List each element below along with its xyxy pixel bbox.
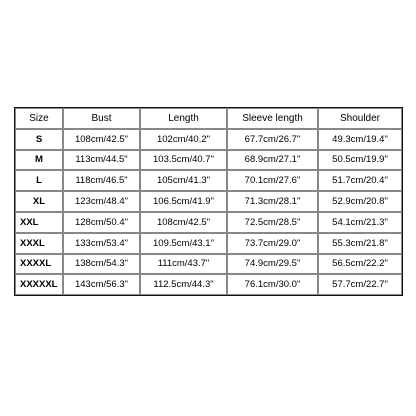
size-cell: L — [15, 170, 63, 191]
bust-cell: 143cm/56.3" — [63, 274, 140, 295]
bust-cell: 133cm/53.4" — [63, 233, 140, 254]
length-cell: 111cm/43.7" — [140, 254, 227, 275]
table-row — [15, 254, 402, 275]
sleeve-length-cell: 68.9cm/27.1" — [227, 150, 318, 171]
sleeve-length-cell: 70.1cm/27.6" — [227, 170, 318, 191]
shoulder-cell: 57.7cm/22.7" — [318, 274, 402, 295]
header-bust: Bust — [63, 108, 140, 129]
header-row — [15, 108, 402, 129]
size-cell: XXXL — [15, 233, 63, 254]
sleeve-length-cell: 74.9cm/29.5" — [227, 254, 318, 275]
sleeve-length-cell: 71.3cm/28.1" — [227, 191, 318, 212]
length-cell: 106.5cm/41.9" — [140, 191, 227, 212]
shoulder-cell: 56.5cm/22.2" — [318, 254, 402, 275]
shoulder-cell: 50.5cm/19.9" — [318, 150, 402, 171]
shoulder-cell: 49.3cm/19.4" — [318, 129, 402, 150]
length-cell: 105cm/41.3" — [140, 170, 227, 191]
shoulder-cell: 54.1cm/21.3" — [318, 212, 402, 233]
sleeve-length-cell: 67.7cm/26.7" — [227, 129, 318, 150]
length-cell: 102cm/40.2" — [140, 129, 227, 150]
shoulder-cell: 51.7cm/20.4" — [318, 170, 402, 191]
header-length: Length — [140, 108, 227, 129]
table-row — [15, 233, 402, 254]
sleeve-length-cell: 76.1cm/30.0" — [227, 274, 318, 295]
table-row — [15, 191, 402, 212]
header-size: Size — [15, 108, 63, 129]
shoulder-cell: 55.3cm/21.8" — [318, 233, 402, 254]
table-row — [15, 274, 402, 295]
header-shoulder: Shoulder — [318, 108, 402, 129]
size-cell: M — [15, 150, 63, 171]
size-cell: XXXXL — [15, 254, 63, 275]
sleeve-length-cell: 73.7cm/29.0" — [227, 233, 318, 254]
bust-cell: 128cm/50.4" — [63, 212, 140, 233]
bust-cell: 108cm/42.5" — [63, 129, 140, 150]
length-cell: 103.5cm/40.7" — [140, 150, 227, 171]
bust-cell: 113cm/44.5" — [63, 150, 140, 171]
size-chart-table — [14, 107, 403, 296]
length-cell: 109.5cm/43.1" — [140, 233, 227, 254]
bust-cell: 138cm/54.3" — [63, 254, 140, 275]
size-cell: XXXXXL — [15, 274, 63, 295]
table-row — [15, 129, 402, 150]
bust-cell: 118cm/46.5" — [63, 170, 140, 191]
table-row — [15, 170, 402, 191]
length-cell: 112.5cm/44.3" — [140, 274, 227, 295]
shoulder-cell: 52.9cm/20.8" — [318, 191, 402, 212]
header-sleeve-length: Sleeve length — [227, 108, 318, 129]
table-row — [15, 212, 402, 233]
table-row — [15, 150, 402, 171]
size-cell: S — [15, 129, 63, 150]
size-cell: XL — [15, 191, 63, 212]
size-cell: XXL — [15, 212, 63, 233]
bust-cell: 123cm/48.4" — [63, 191, 140, 212]
sleeve-length-cell: 72.5cm/28.5" — [227, 212, 318, 233]
length-cell: 108cm/42.5" — [140, 212, 227, 233]
